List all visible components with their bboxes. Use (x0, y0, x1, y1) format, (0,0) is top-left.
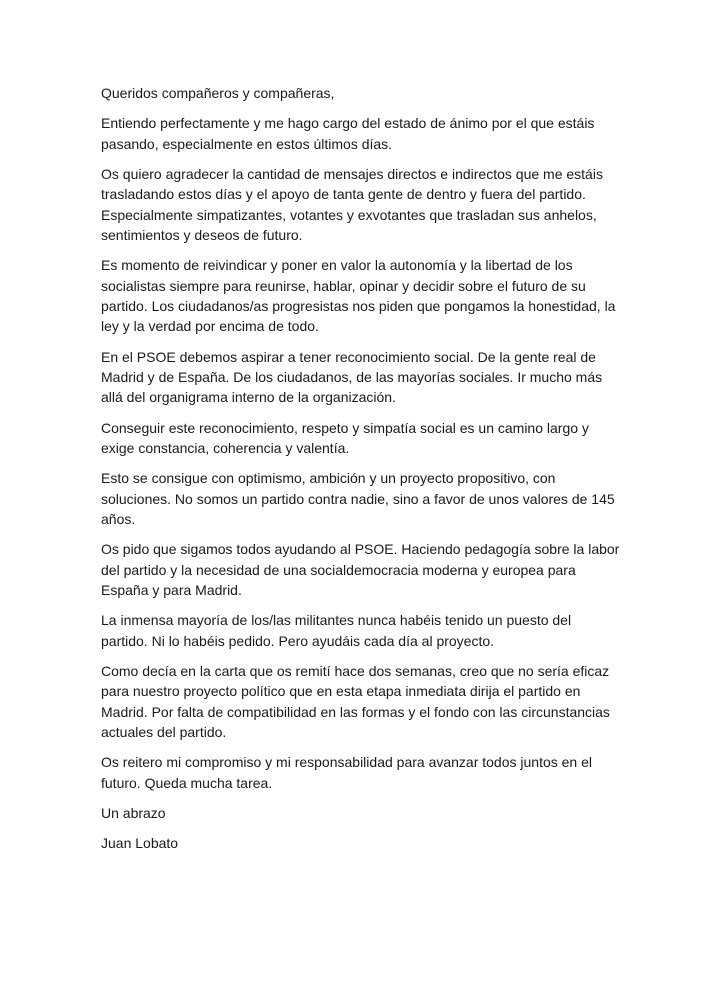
letter-paragraph: Como decía en la carta que os remití hace dos semanas, creo que no sería eficaz para nuestro proyecto político que en esta etapa inmediata dirija el partido en Madrid. Por falta de compatibilidad en las formas y el fondo con las circunstancias actuales del partido. (101, 662, 610, 741)
letter-paragraph: Es momento de reivindicar y poner en valor la autonomía y la libertad de los socialistas siempre para reunirse, hablar, opinar y decidir sobre el futuro de su partido. Los ciudadanos/as progresistas nos piden que pongamos la honestidad, la ley y la verdad por encima de todo. (101, 257, 616, 335)
letter-paragraph: Esto se consigue con optimismo, ambición y un proyecto propositivo, con soluciones. No somos un partido contra nadie, sino a favor de unos valores de 145 años. (101, 470, 615, 528)
letter-greeting: Queridos compañeros y compañeras, (101, 85, 335, 101)
letter-closing: Un abrazo (101, 804, 166, 821)
letter-paragraph: Os reitero mi compromiso y mi responsabilidad para avanzar todos juntos en el futuro. Queda mucha tarea. (101, 754, 593, 791)
letter-paragraph: En el PSOE debemos aspirar a tener reconocimiento social. De la gente real de Madrid y de España. De los ciudadanos, de las mayorías sociales. Ir mucho más allá del organigrama interno de la organización. (101, 348, 603, 406)
letter-paragraph: Os pido que sigamos todos ayudando al PSOE. Haciendo pedagogía sobre la labor del partido y la necesidad de una socialdemocracia moderna y europea para España y para Madrid. (101, 541, 620, 599)
letter-paragraph: Conseguir este reconocimiento, respeto y simpatía social es un camino largo y exige constancia, coherencia y valentía. (101, 419, 589, 457)
letter-paragraph: Os quiero agradecer la cantidad de mensajes directos e indirectos que me estáis trasladando estos días y el apoyo de tanta gente de dentro y fuera del partido. Especialmente simpatizantes, votantes y exvotantes que trasladan sus anhelos, sentimientos y deseos de futuro. (101, 165, 603, 244)
letter-body (101, 83, 621, 863)
letter-signature: Juan Lobato (101, 835, 179, 852)
letter-paragraph: La inmensa mayoría de los/las militantes nunca habéis tenido un puesto del partido. Ni lo habéis pedido. Pero ayudáis cada día al proyecto. (101, 612, 572, 649)
letter-paragraph: Entiendo perfectamente y me hago cargo del estado de ánimo por el que estáis pasando, especialmente en estos últimos días. (101, 115, 595, 152)
